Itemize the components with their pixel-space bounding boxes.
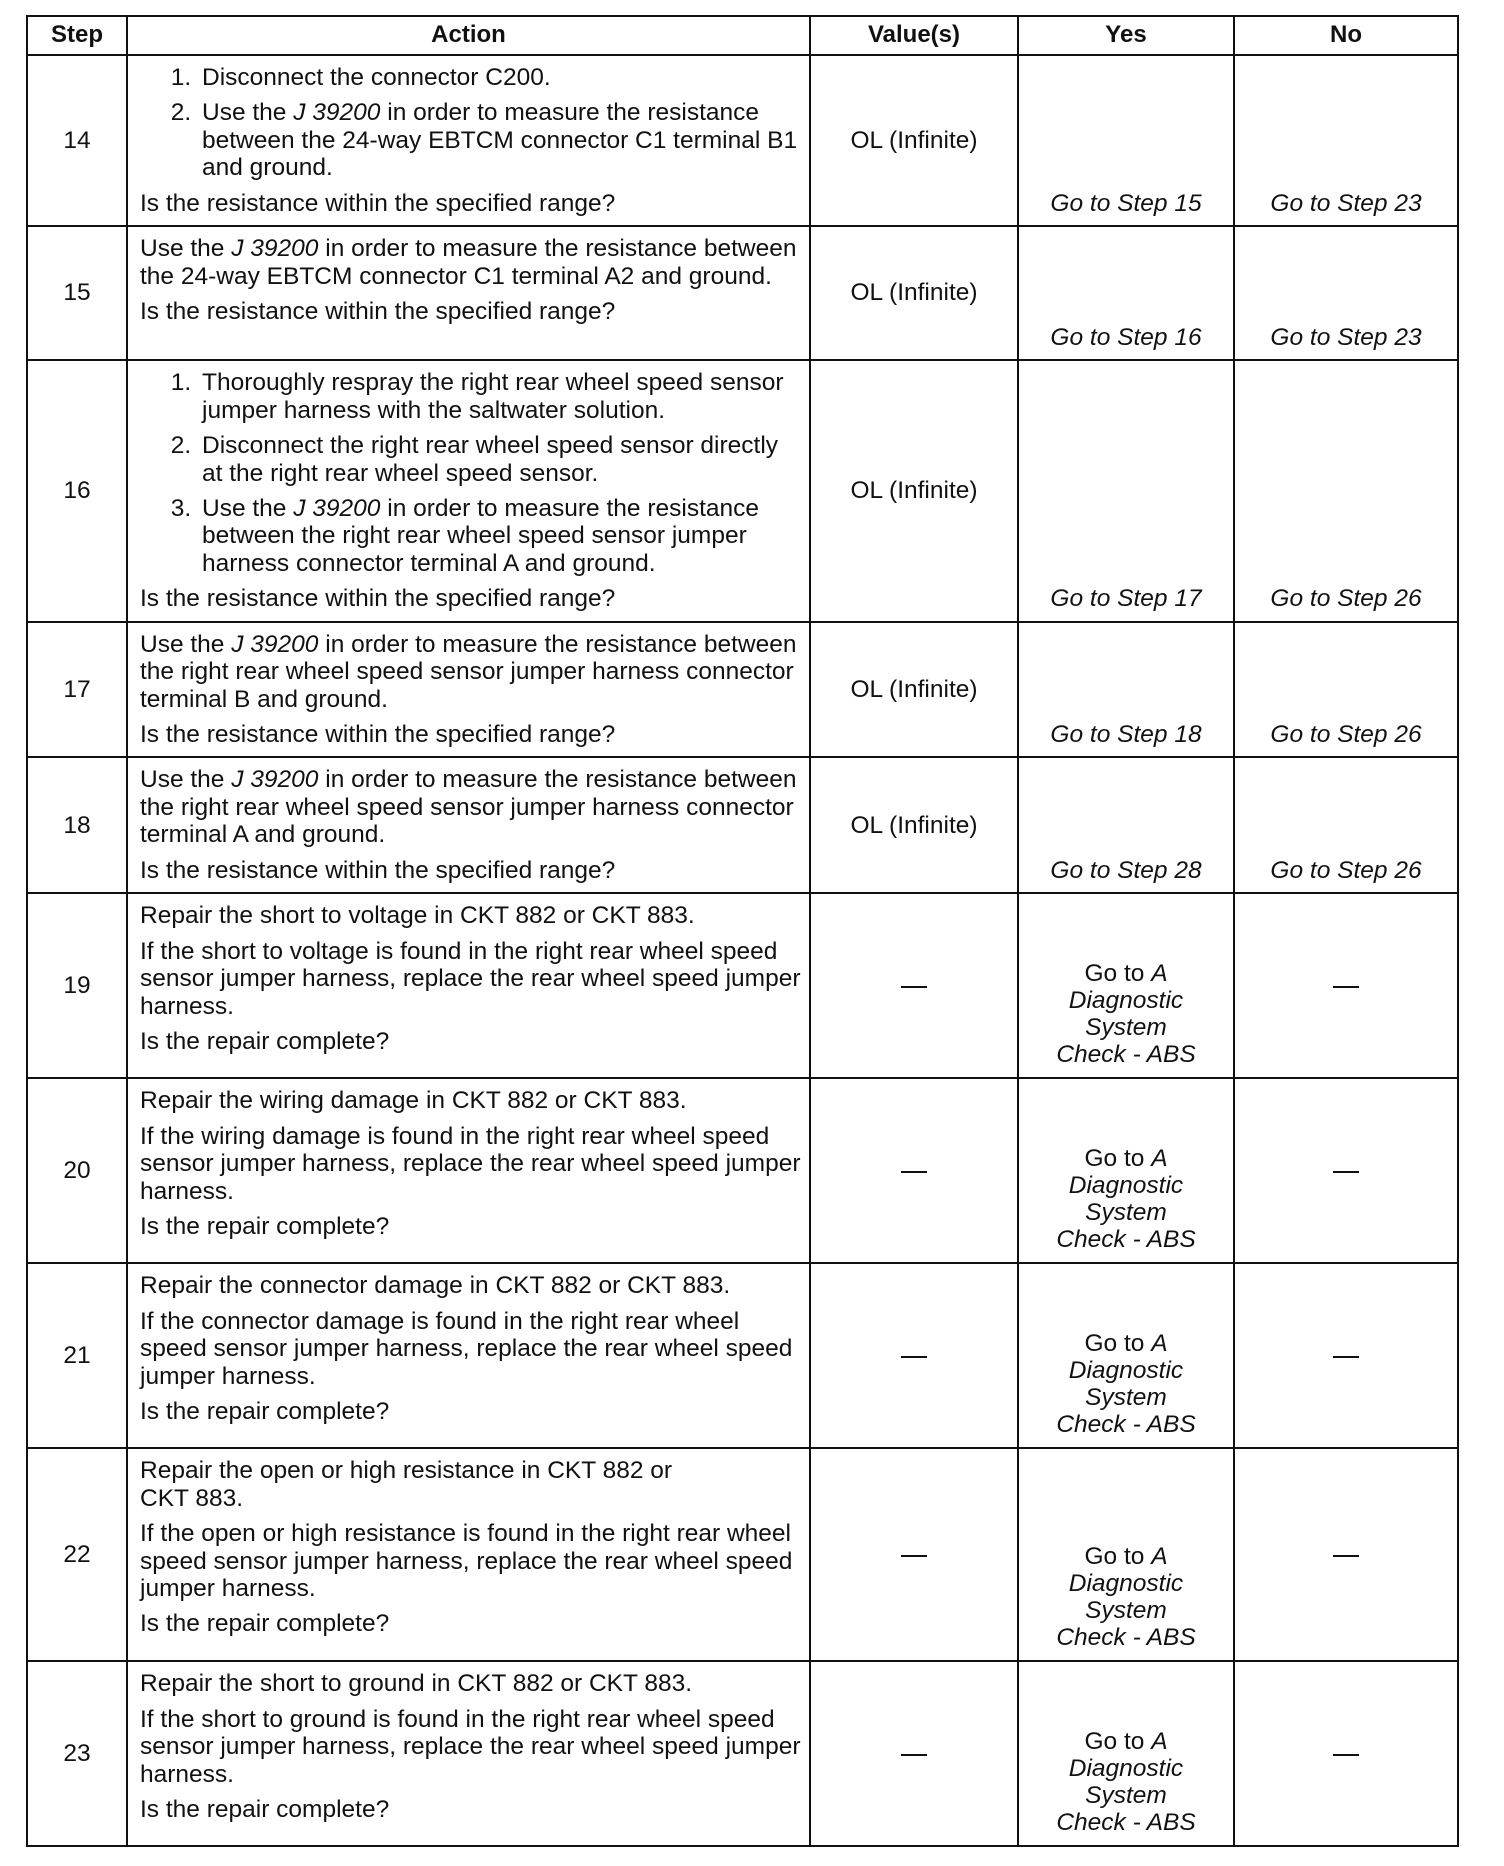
table-row: [27, 757, 1458, 893]
action-cell: [127, 1661, 810, 1846]
yes-cell: Go to Step 17: [1018, 360, 1234, 622]
action-cell: [127, 1263, 810, 1448]
action-question: Is the repair complete?: [140, 1397, 390, 1425]
action-question: Is the repair complete?: [140, 1795, 390, 1823]
action-item: 1. Thoroughly respray the right rear wheel speed sensor jumper harness with the saltwater solution.: [198, 369, 801, 424]
table-row: [27, 893, 1458, 1078]
action-question: Is the resistance within the specified range?: [140, 298, 616, 326]
table-row: [27, 622, 1458, 758]
value-cell: OL (Infinite): [810, 622, 1018, 758]
step-number: 21: [27, 1263, 127, 1448]
action-item: 3. Use the J 39200 in order to measure the resistance between the right rear wheel speed sensor jumper harness connector terminal A and ground.: [198, 495, 801, 577]
no-cell: [1234, 1661, 1458, 1846]
no-cell: [1234, 893, 1458, 1078]
dash-mark: [1333, 1171, 1359, 1173]
action-question: Is the resistance within the specified range?: [140, 585, 616, 613]
value-cell: [810, 1078, 1018, 1263]
value-cell: OL (Infinite): [810, 360, 1018, 622]
action-list: [140, 369, 801, 585]
dash-mark: [1333, 986, 1359, 988]
dash-mark: [1333, 1555, 1359, 1557]
action-list: [140, 64, 801, 190]
step-number: 16: [27, 360, 127, 622]
action-cell: [127, 1078, 810, 1263]
step-number: 17: [27, 622, 127, 758]
table-row: [27, 360, 1458, 622]
value-cell: [810, 893, 1018, 1078]
header-yes: Yes: [1018, 16, 1234, 55]
dash-mark: [1333, 1356, 1359, 1358]
table-row: [27, 226, 1458, 360]
action-question: Is the resistance within the specified range?: [140, 721, 616, 748]
action-question: Is the resistance within the specified range?: [140, 189, 616, 217]
step-number: 14: [27, 55, 127, 226]
action-text: Use the J 39200 in order to measure the resistance between the right rear wheel speed sensor jumper harness connector terminal A and ground.: [140, 766, 797, 849]
action-question: Is the repair complete?: [140, 1027, 390, 1055]
tool-ref: J 39200: [293, 99, 381, 127]
header-row: [27, 16, 1458, 55]
table-row: [27, 1078, 1458, 1263]
value-cell: [810, 1448, 1018, 1661]
dash-mark: [901, 1555, 927, 1557]
no-cell: [1234, 1078, 1458, 1263]
dash-mark: [901, 1754, 927, 1756]
action-text: Repair the open or high resistance in CKT 882 or CKT 883.: [140, 1457, 673, 1512]
table-row: [27, 1448, 1458, 1661]
header-action: Action: [127, 16, 810, 55]
action-question: Is the resistance within the specified range?: [140, 856, 616, 884]
value-cell: [810, 1661, 1018, 1846]
tool-ref: J 39200: [293, 494, 381, 522]
action-text: Repair the wiring damage in CKT 882 or CKT 883.: [140, 1087, 687, 1115]
action-cell: [127, 55, 810, 226]
action-cell: [127, 226, 810, 360]
yes-cell: Go to A Diagnostic System Check - ABS: [1018, 1078, 1234, 1263]
table-row: [27, 1263, 1458, 1448]
no-cell: Go to Step 23: [1234, 226, 1458, 360]
action-text: Repair the short to voltage in CKT 882 or CKT 883.: [140, 902, 695, 930]
action-cell: [127, 622, 810, 758]
step-number: 15: [27, 226, 127, 360]
value-cell: OL (Infinite): [810, 226, 1018, 360]
header-no: No: [1234, 16, 1458, 55]
no-cell: Go to Step 26: [1234, 360, 1458, 622]
yes-cell: Go to Step 28: [1018, 757, 1234, 893]
action-text: Repair the short to ground in CKT 882 or CKT 883.: [140, 1670, 693, 1698]
action-cell: [127, 893, 810, 1078]
action-question: Is the repair complete?: [140, 1212, 390, 1240]
action-text: Use the J 39200 in order to measure the resistance between the right rear wheel speed sensor jumper harness connector terminal B and ground.: [140, 630, 797, 713]
action-text: If the wiring damage is found in the right rear wheel speed sensor jumper harness, replace the rear wheel speed jumper harness.: [140, 1122, 801, 1205]
dash-mark: [901, 1356, 927, 1358]
action-text: Use the J 39200 in order to measure the resistance between the 24-way EBTCM connector C1 terminal A2 and ground.: [140, 235, 797, 290]
dash-mark: [901, 986, 927, 988]
action-text: If the connector damage is found in the right rear wheel speed sensor jumper harness, replace the rear wheel speed jumper harness.: [140, 1307, 793, 1390]
action-cell: [127, 757, 810, 893]
table-row: [27, 55, 1458, 226]
yes-cell: Go to Step 15: [1018, 55, 1234, 226]
action-item: 1. Disconnect the connector C200.: [198, 64, 801, 91]
no-cell: Go to Step 26: [1234, 757, 1458, 893]
dash-mark: [1333, 1754, 1359, 1756]
dash-mark: [901, 1171, 927, 1173]
yes-cell: Go to A Diagnostic System Check - ABS: [1018, 1263, 1234, 1448]
diagnostic-table: [26, 15, 1459, 1847]
table-row: [27, 1661, 1458, 1846]
action-item: 2. Disconnect the right rear wheel speed sensor directly at the right rear wheel speed sensor.: [198, 432, 801, 487]
tool-ref: J 39200: [231, 766, 319, 794]
action-question: Is the repair complete?: [140, 1610, 390, 1638]
no-cell: [1234, 1448, 1458, 1661]
value-cell: OL (Infinite): [810, 757, 1018, 893]
value-cell: [810, 1263, 1018, 1448]
action-item: 2. Use the J 39200 in order to measure the resistance between the 24-way EBTCM connector C1 terminal B1 and ground.: [198, 99, 801, 181]
no-cell: Go to Step 23: [1234, 55, 1458, 226]
tool-ref: J 39200: [231, 235, 319, 263]
no-cell: [1234, 1263, 1458, 1448]
header-values: Value(s): [810, 16, 1018, 55]
step-number: 19: [27, 893, 127, 1078]
step-number: 22: [27, 1448, 127, 1661]
yes-cell: Go to A Diagnostic System Check - ABS: [1018, 1661, 1234, 1846]
header-step: Step: [27, 16, 127, 55]
action-text: If the short to ground is found in the right rear wheel speed sensor jumper harness, replace the rear wheel speed jumper harness.: [140, 1705, 801, 1788]
step-number: 18: [27, 757, 127, 893]
no-cell: Go to Step 26: [1234, 622, 1458, 758]
yes-cell: Go to A Diagnostic System Check - ABS: [1018, 893, 1234, 1078]
action-text: If the open or high resistance is found in the right rear wheel speed sensor jumper harness, replace the rear wheel speed jumper harness.: [140, 1520, 793, 1602]
step-number: 20: [27, 1078, 127, 1263]
yes-cell: Go to Step 18: [1018, 622, 1234, 758]
tool-ref: J 39200: [231, 630, 319, 658]
yes-cell: Go to A Diagnostic System Check - ABS: [1018, 1448, 1234, 1661]
step-number: 23: [27, 1661, 127, 1846]
action-cell: [127, 360, 810, 622]
yes-cell: Go to Step 16: [1018, 226, 1234, 360]
value-cell: OL (Infinite): [810, 55, 1018, 226]
action-cell: [127, 1448, 810, 1661]
action-text: If the short to voltage is found in the right rear wheel speed sensor jumper harness, replace the rear wheel speed jumper harness.: [140, 937, 801, 1020]
action-text: Repair the connector damage in CKT 882 or CKT 883.: [140, 1272, 731, 1300]
